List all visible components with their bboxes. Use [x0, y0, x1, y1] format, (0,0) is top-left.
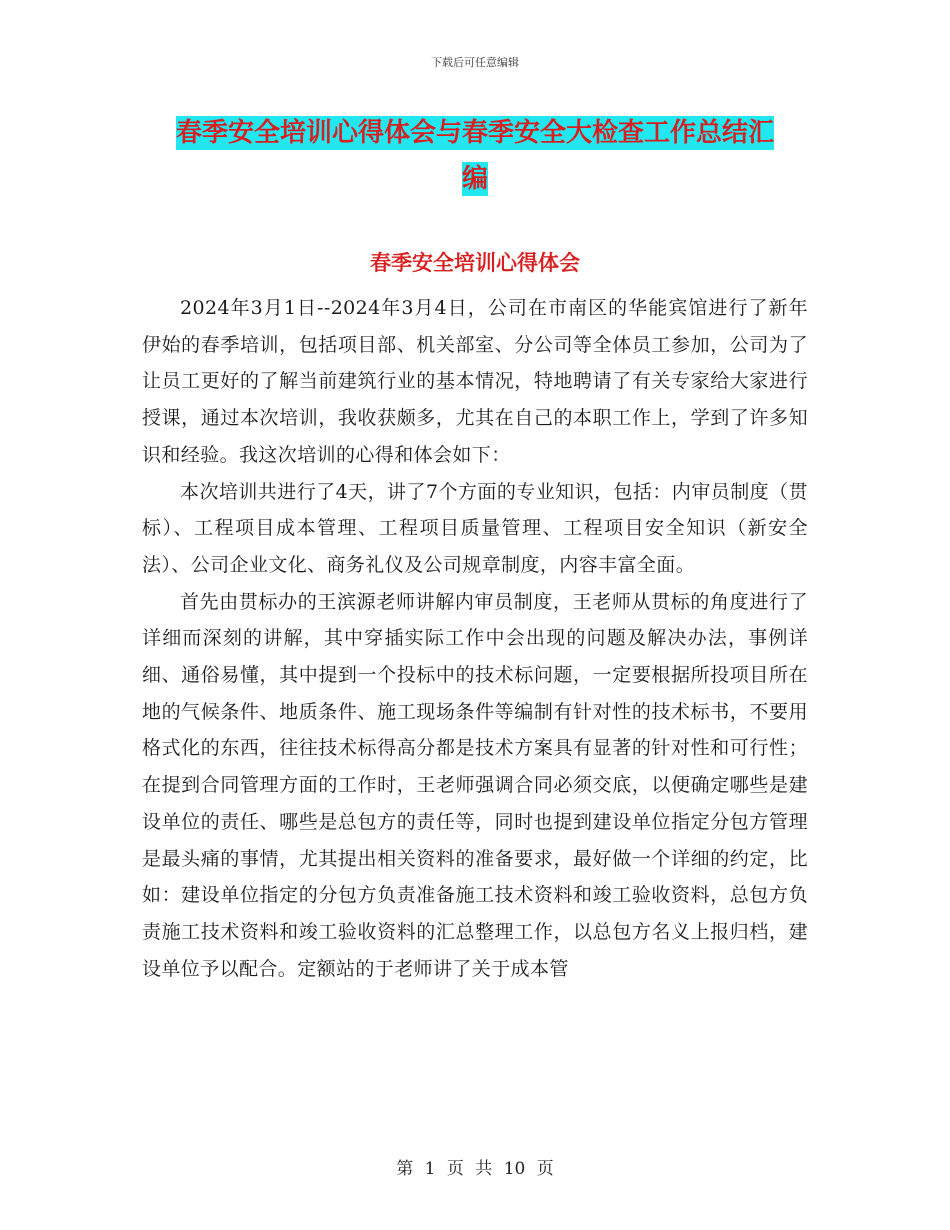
paragraph: 2024年3月1日--2024年3月4日，公司在市南区的华能宾馆进行了新年伊始的春季培训，包括项目部、机关部室、分公司等全体员工参加，公司为了让员工更好的了解当前建筑行业的基本情况，特地聘请了有关专家给大家进行授课，通过本次培训，我收获颇多，尤其在自己的本职工作上，学到了许多知识和经验。我这次培训的心得和体会如下： [142, 297, 808, 466]
document-title-line-1: 春季安全培训心得体会与春季安全大检查工作总结汇 [175, 118, 774, 148]
paragraph: 本次培训共进行了4天，讲了7个方面的专业知识，包括：内审员制度（贯标）、工程项目成本管理、工程项目质量管理、工程项目安全知识（新安全法）、公司企业文化、商务礼仪及公司规章制度，内容丰富全面。 [142, 480, 808, 576]
document-title-line-2: 编 [461, 164, 488, 194]
paragraph: 首先由贯标办的王滨源老师讲解内审员制度，王老师从贯标的角度进行了详细而深刻的讲解，其中穿插实际工作中会出现的问题及解决办法，事例详细、通俗易懂，其中提到一个投标中的技术标问题，一定要根据所投项目所在地的气候条件、地质条件、施工现场条件等编制有针对性的技术标书，不要用格式化的东西，往往技术标得高分都是技术方案具有显著的针对性和可行性；在提到合同管理方面的工作时，王老师强调合同必须交底，以便确定哪些是建设单位的责任、哪些是总包方的责任等，同时也提到建设单位指定分包方管理是最头痛的事情，尤其提出相关资料的准备要求，最好做一个详细的约定，比如：建设单位指定的分包方负责准备施工技术资料和竣工验收资料，总包方负责施工技术资料和竣工验收资料的汇总整理工作，以总包方名义上报归档，建设单位予以配合。定额站的于老师讲了关于成本管 [142, 590, 808, 980]
document-title [0, 110, 950, 202]
page-footer: 第 1 页 共 10 页 [396, 1159, 554, 1179]
body-text [142, 290, 808, 987]
header-note: 下载后可任意编辑 [431, 56, 519, 69]
section-title: 春季安全培训心得体会 [370, 251, 580, 275]
